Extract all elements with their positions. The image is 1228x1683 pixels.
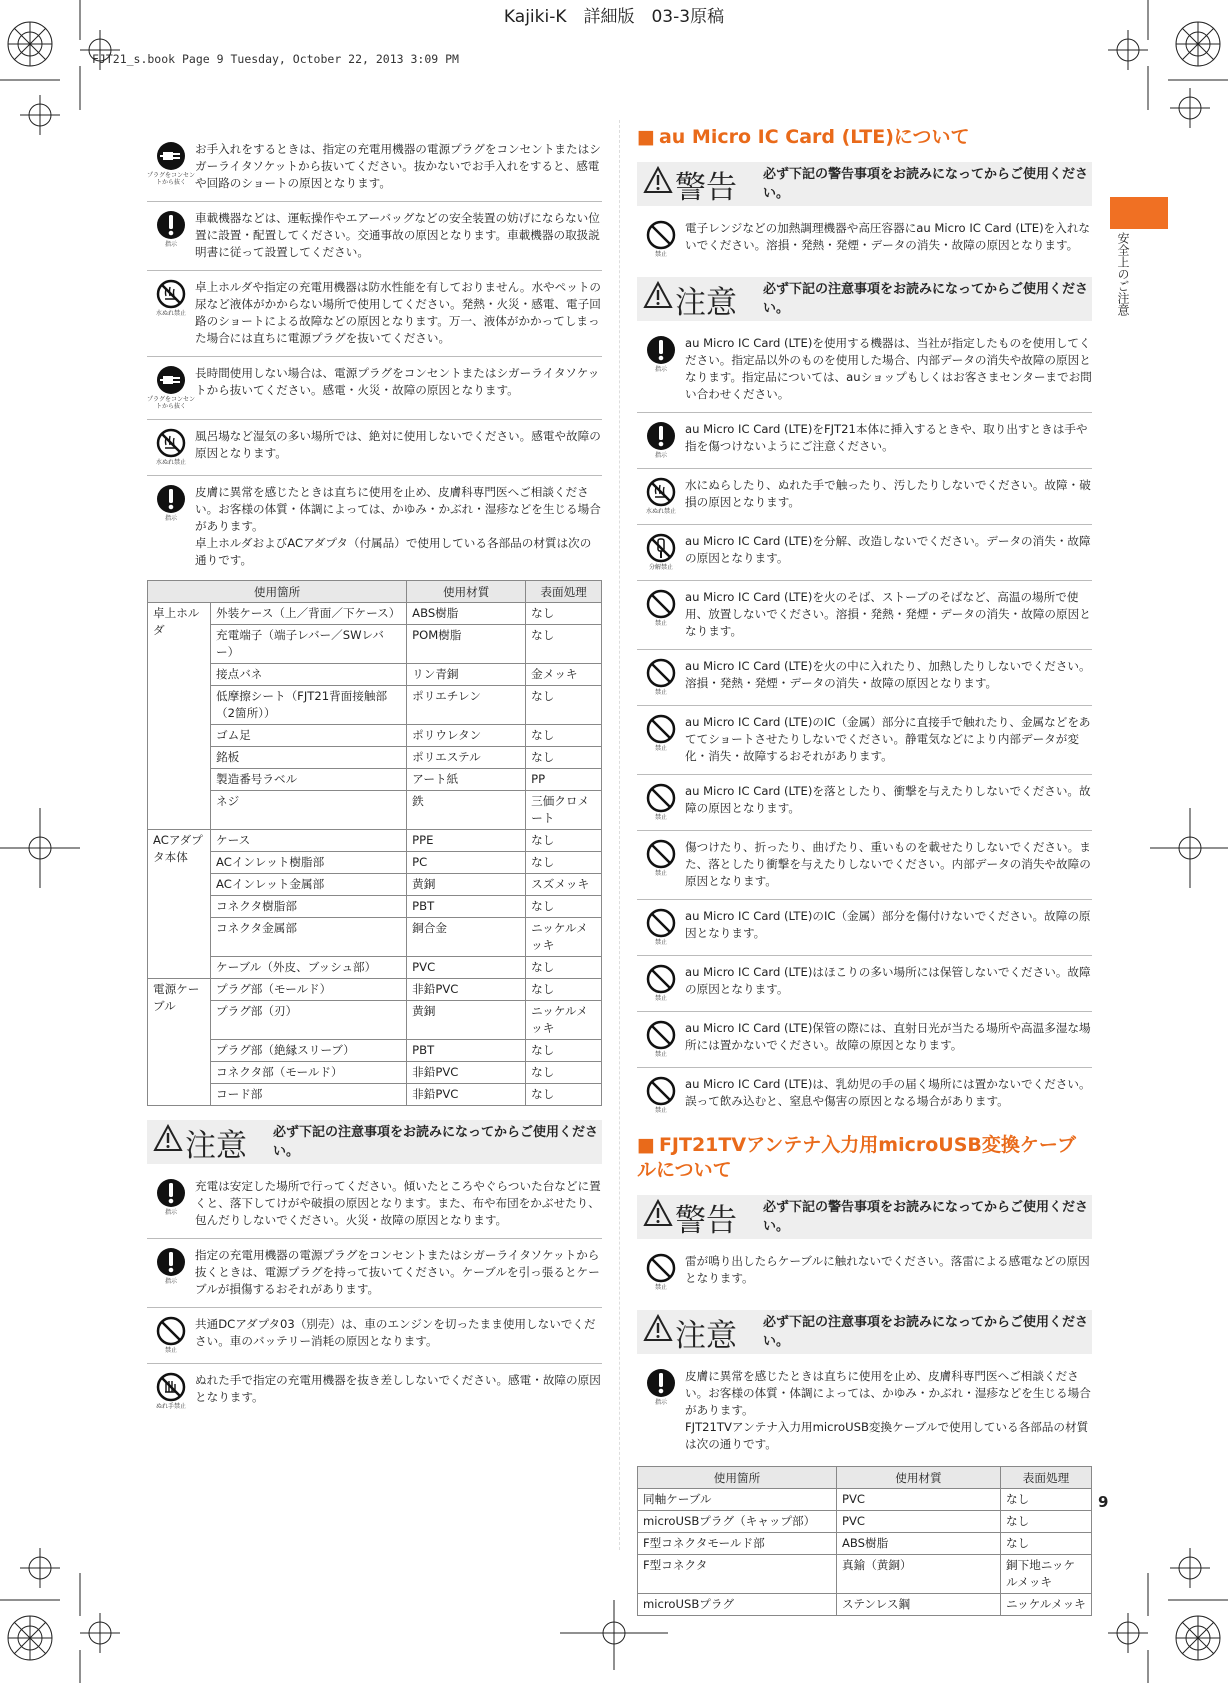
table-cell: リン青銅 [407, 664, 526, 686]
table-cell: microUSBプラグ [638, 1594, 837, 1616]
table-row [148, 896, 602, 918]
item-text: au Micro IC Card (LTE)を火の中に入れたり、加熱したりしないでください。溶損・発熱・発煙・データの消失・故障の原因となります。 [685, 659, 1091, 690]
table-row [148, 791, 602, 830]
instruction-icon [637, 421, 685, 459]
icon-caption: 指示 [164, 241, 177, 248]
caution-label: 注意 [185, 1127, 247, 1164]
table-cell: 鉄 [407, 791, 526, 830]
table-cell: コネクタ金属部 [211, 918, 407, 957]
table-cell: 真鍮（黄銅） [837, 1555, 1001, 1594]
safety-item [147, 420, 602, 476]
safety-item [637, 831, 1092, 900]
unplug-icon [147, 365, 195, 410]
table-cell: 黄銅 [407, 1001, 526, 1040]
icon-caption: 禁止 [654, 939, 667, 946]
safety-item [637, 327, 1092, 413]
warning-label: 警告 [675, 169, 737, 206]
safety-list [147, 133, 602, 578]
item-text: お手入れをするときは、指定の充電用機器の電源プラグをコンセントまたはシガーライタソケットから抜いてください。抜かないでお手入れをすると、感電や回路のショートの原因となります。 [195, 142, 601, 190]
warning-triangle-icon [643, 1199, 675, 1235]
safety-item [147, 1239, 602, 1308]
no-water-icon [637, 477, 685, 515]
table-row [148, 625, 602, 664]
table-cell: ポリエステル [407, 747, 526, 769]
caution-text: 必ず下記の注意事項をお読みになってからご使用ください。 [762, 282, 1088, 316]
icon-caption: 指示 [164, 1209, 177, 1216]
icon-caption: 禁止 [164, 1347, 177, 1354]
instruction-icon [637, 335, 685, 403]
table-row [148, 1062, 602, 1084]
table-cell: ABS樹脂 [837, 1533, 1001, 1555]
table-cell: スズメッキ [526, 874, 602, 896]
column-header: 使用材質 [837, 1467, 1001, 1489]
table-cell: 銘板 [211, 747, 407, 769]
item-text: 指定の充電用機器の電源プラグをコンセントまたはシガーライタソケットから抜くときは、電源プラグを持って抜いてください。ケーブルを引っ張るとケーブルが損傷するおそれがあります。 [195, 1248, 600, 1296]
table-cell: コネクタ部（モールド） [211, 1062, 407, 1084]
table-cell: POM樹脂 [407, 625, 526, 664]
table-row [148, 603, 602, 625]
table-row [638, 1511, 1092, 1533]
column-header: 表面処理 [526, 581, 602, 603]
caution-banner [147, 1120, 602, 1164]
table-cell: PVC [407, 957, 526, 979]
table-cell: ポリエチレン [407, 686, 526, 725]
icon-caption: 禁止 [654, 995, 667, 1002]
safety-item [637, 900, 1092, 956]
icon-caption: 禁止 [654, 1051, 667, 1058]
safety-item [147, 133, 602, 202]
table-cell: なし [526, 957, 602, 979]
left-column [147, 133, 602, 1419]
table-cell: 非鉛PVC [407, 1084, 526, 1106]
table-cell: ケーブル（外皮、ブッシュ部） [211, 957, 407, 979]
item-text: ぬれた手で指定の充電用機器を抜き差ししないでください。感電・故障の原因となります。 [195, 1373, 601, 1404]
prohibited-icon [637, 964, 685, 1002]
item-text: au Micro IC Card (LTE)を落としたり、衝撃を与えたりしないでください。故障の原因となります。 [685, 784, 1091, 815]
group-cell: ACアダプタ本体 [148, 830, 211, 979]
table-row [148, 1084, 602, 1106]
warning-list [637, 212, 1092, 267]
table-cell: ACインレット金属部 [211, 874, 407, 896]
warning-banner [637, 1195, 1092, 1239]
prohibited-icon [637, 714, 685, 765]
table-row [638, 1555, 1092, 1594]
prohibited-icon [637, 589, 685, 640]
table-cell: PBT [407, 1040, 526, 1062]
prohibited-icon [637, 908, 685, 946]
table-row [638, 1533, 1092, 1555]
table-cell: PC [407, 852, 526, 874]
warning-text: 必ず下記の警告事項をお読みになってからご使用ください。 [762, 1200, 1088, 1234]
table-cell: PVC [837, 1489, 1001, 1511]
safety-item [637, 956, 1092, 1012]
table-cell: PP [526, 769, 602, 791]
table-cell: 銅合金 [407, 918, 526, 957]
item-text: 皮膚に異常を感じたときは直ちに使用を止め、皮膚科専門医へご相談ください。お客様の体質・体調によっては、かゆみ・かぶれ・湿疹などを生じる場合があります。 卓上ホルダおよびACアダプタ（付属品）で使用している各部品の材質は次の通りです。 [195, 485, 601, 567]
icon-caption: 禁止 [654, 1107, 667, 1114]
safety-item [637, 775, 1092, 831]
table-row [638, 1489, 1092, 1511]
section-heading: ■ au Micro IC Card (LTE)について [637, 126, 970, 148]
table-row [148, 918, 602, 957]
safety-item [637, 469, 1092, 525]
table-cell: 銅下地ニッケルメッキ [1001, 1555, 1092, 1594]
item-text: au Micro IC Card (LTE)は、乳幼児の手の届く場所には置かないでください。誤って飲み込むと、窒息や傷害の原因となる場合があります。 [685, 1077, 1091, 1108]
table-cell: ステンレス鋼 [837, 1594, 1001, 1616]
caution-label: 注意 [675, 1317, 737, 1354]
icon-caption: 禁止 [654, 689, 667, 696]
item-text: 電子レンジなどの加熱調理機器や高圧容器にau Micro IC Card (LTE)を入れないでください。溶損・発熱・発煙・データの消失・故障の原因となります。 [685, 221, 1091, 252]
instruction-icon [147, 1247, 195, 1298]
unplug-icon [147, 141, 195, 192]
table-cell: なし [1001, 1533, 1092, 1555]
table-cell: 非鉛PVC [407, 979, 526, 1001]
table-row [148, 664, 602, 686]
prohibited-icon [637, 1076, 685, 1114]
icon-caption: 禁止 [654, 870, 667, 877]
table-cell: なし [1001, 1489, 1092, 1511]
table-cell: 黄銅 [407, 874, 526, 896]
table-cell: コネクタ樹脂部 [211, 896, 407, 918]
column-header: 表面処理 [1001, 1467, 1092, 1489]
icon-caption: 禁止 [654, 251, 667, 258]
table-row [148, 725, 602, 747]
table-cell: 非鉛PVC [407, 1062, 526, 1084]
table-cell: プラグ部（絶縁スリーブ） [211, 1040, 407, 1062]
icon-caption: 禁止 [654, 1284, 667, 1291]
warning-label: 警告 [675, 1202, 737, 1239]
table-cell: ニッケルメッキ [526, 918, 602, 957]
table-cell: なし [526, 1084, 602, 1106]
materials-table [147, 580, 602, 1106]
safety-item [147, 357, 602, 420]
safety-item [147, 476, 602, 578]
instruction-icon [637, 1368, 685, 1453]
table-cell: なし [526, 896, 602, 918]
icon-caption: 禁止 [654, 745, 667, 752]
section-tab [1110, 197, 1168, 229]
icon-caption: プラグをコンセントから抜く [147, 396, 196, 410]
no-disassembly-icon [637, 533, 685, 571]
table-cell: なし [526, 686, 602, 725]
icon-caption: 分解禁止 [648, 564, 673, 571]
icon-caption: 水ぬれ禁止 [155, 310, 186, 317]
header-title: Kajiki-K 詳細版 03-3原稿 [503, 7, 725, 27]
section-title: FJT21TVアンテナ入力用microUSB変換ケーブルについて [637, 1134, 1076, 1181]
safety-item [147, 202, 602, 271]
table-row [148, 979, 602, 1001]
table-cell: ABS樹脂 [407, 603, 526, 625]
table-cell: なし [526, 1062, 602, 1084]
warning-banner [637, 162, 1092, 206]
table-cell: 外装ケース（上／背面／下ケース） [211, 603, 407, 625]
prohibited-icon [637, 783, 685, 821]
item-text: 皮膚に異常を感じたときは直ちに使用を止め、皮膚科専門医へご相談ください。お客様の体質・体調によっては、かゆみ・かぶれ・湿疹などを生じる場合があります。 FJT21TVアンテナ入力用microUSB変換ケーブルで使用している各部品の材質は次の通りです。 [685, 1369, 1091, 1451]
table-row [148, 1001, 602, 1040]
safety-item [637, 413, 1092, 469]
item-text: au Micro IC Card (LTE)を火のそば、ストーブのそばなど、高温の場所で使用、放置しないでください。溶損・発熱・発煙・データの消失・故障の原因となります。 [685, 590, 1091, 638]
table-cell: 充電端子（端子レバー／SWレバー） [211, 625, 407, 664]
cable-materials-table [637, 1466, 1092, 1616]
safety-item [637, 581, 1092, 650]
table-cell: プラグ部（刃） [211, 1001, 407, 1040]
table-cell: ネジ [211, 791, 407, 830]
warning-triangle-icon [643, 1314, 675, 1350]
caution-list [637, 1360, 1092, 1462]
caution-label: 注意 [675, 284, 737, 321]
table-cell: 三価クロメート [526, 791, 602, 830]
icon-caption: 指示 [654, 452, 667, 459]
table-cell: なし [526, 625, 602, 664]
group-cell: 卓上ホルダ [148, 603, 211, 830]
safety-item [147, 1170, 602, 1239]
table-cell: コード部 [211, 1084, 407, 1106]
table-cell: microUSBプラグ（キャップ部） [638, 1511, 837, 1533]
item-text: 長時間使用しない場合は、電源プラグをコンセントまたはシガーライタソケットから抜いてください。感電・火災・故障の原因となります。 [195, 366, 600, 397]
column-header: 使用箇所 [638, 1467, 837, 1489]
prohibited-icon [637, 1020, 685, 1058]
center-fold-line [619, 120, 621, 1550]
icon-caption: ぬれ手禁止 [155, 1403, 186, 1410]
table-cell: ニッケルメッキ [526, 1001, 602, 1040]
table-cell: PBT [407, 896, 526, 918]
icon-caption: 水ぬれ禁止 [645, 508, 676, 515]
page-number: 9 [1098, 1493, 1109, 1511]
table-cell: アート紙 [407, 769, 526, 791]
icon-caption: 指示 [654, 1399, 667, 1406]
safety-item [147, 1308, 602, 1364]
table-cell: PVC [837, 1511, 1001, 1533]
warning-list [637, 1245, 1092, 1300]
safety-item [637, 1012, 1092, 1068]
no-wet-hands-icon [147, 1372, 195, 1410]
instruction-icon [147, 1178, 195, 1229]
item-text: 車載機器などは、運転操作やエアーバッグなどの安全装置の妨げにならない位置に設置・配置してください。交通事故の原因となります。車載機器の取扱説明書に従って設置してください。 [195, 211, 600, 259]
table-row [148, 852, 602, 874]
crop-wheel-icon [8, 22, 52, 66]
table-cell: ACインレット樹脂部 [211, 852, 407, 874]
safety-item [637, 1360, 1092, 1462]
table-row [148, 747, 602, 769]
item-text: 共通DCアダプタ03（別売）は、車のエンジンを切ったまま使用しないでください。車のバッテリー消耗の原因となります。 [195, 1317, 596, 1348]
caution-list [637, 327, 1092, 1123]
prohibited-icon [147, 1316, 195, 1354]
warning-triangle-icon [643, 166, 675, 202]
table-row [148, 874, 602, 896]
safety-item [637, 650, 1092, 706]
item-text: 傷つけたり、折ったり、曲げたり、重いものを載せたりしないでください。また、落としたり衝撃を与えたりしないでください。内部データの消失や故障の原因となります。 [685, 840, 1091, 888]
warning-triangle-icon [153, 1124, 185, 1160]
table-cell: ケース [211, 830, 407, 852]
table-cell: なし [526, 725, 602, 747]
column-header: 使用箇所 [148, 581, 407, 603]
caution-text: 必ず下記の注意事項をお読みになってからご使用ください。 [762, 1315, 1088, 1349]
safety-item [637, 525, 1092, 581]
safety-item [637, 212, 1092, 267]
item-text: au Micro IC Card (LTE)はほこりの多い場所には保管しないでください。故障の原因となります。 [685, 965, 1091, 996]
table-cell: ゴム足 [211, 725, 407, 747]
item-text: 卓上ホルダや指定の充電用機器は防水性能を有しておりません。水やペットの尿など液体がかからない場所で使用してください。発熱・火災・感電、電子回路のショートによる故障などの原因となります。万一、液体がかかってしまった場合には直ちに電源プラグを抜いてください。 [195, 280, 602, 345]
warning-triangle-icon [643, 281, 675, 317]
item-text: au Micro IC Card (LTE)のIC（金属）部分に直接手で触れたり、金属などをあててショートさせたりしないでください。静電気などにより内部データが変化・消失・故障するおそれがあります。 [685, 715, 1091, 763]
table-cell: 製造番号ラベル [211, 769, 407, 791]
table-row [148, 957, 602, 979]
instruction-icon [147, 484, 195, 569]
section-heading: ■ FJT21TVアンテナ入力用microUSB変換ケーブルについて [637, 1134, 1076, 1181]
icon-caption: 禁止 [654, 814, 667, 821]
instruction-icon [147, 210, 195, 261]
table-cell: なし [526, 1040, 602, 1062]
column-header: 使用材質 [407, 581, 526, 603]
item-text: 雷が鳴り出したらケーブルに触れないでください。落雷による感電などの原因となります。 [685, 1254, 1090, 1285]
table-cell: なし [526, 747, 602, 769]
item-text: au Micro IC Card (LTE)をFJT21本体に挿入するときや、取り出すときは手や指を傷つけないようにご注意ください。 [685, 422, 1088, 453]
icon-caption: 指示 [164, 515, 177, 522]
table-row [148, 1040, 602, 1062]
icon-caption: 禁止 [654, 620, 667, 627]
no-water-icon [147, 428, 195, 466]
prohibited-icon [637, 220, 685, 258]
item-text: au Micro IC Card (LTE)を分解、改造しないでください。データの消失・故障の原因となります。 [685, 534, 1091, 565]
table-row [148, 686, 602, 725]
table-cell: なし [526, 979, 602, 1001]
icon-caption: 指示 [654, 366, 667, 373]
table-cell: なし [1001, 1511, 1092, 1533]
prohibited-icon [637, 839, 685, 890]
group-cell: 電源ケーブル [148, 979, 211, 1106]
safety-item [147, 1364, 602, 1419]
icon-caption: 指示 [164, 1278, 177, 1285]
item-text: au Micro IC Card (LTE)を使用する機器は、当社が指定したものを使用してください。指定品以外のものを使用した場合、内部データの消失や故障の原因となります。指定品については、auショップもしくはお客さまセンターまでお問い合わせください。 [685, 336, 1092, 401]
item-text: au Micro IC Card (LTE)のIC（金属）部分を傷付けないでください。故障の原因となります。 [685, 909, 1091, 940]
no-water-icon [147, 279, 195, 347]
prohibited-icon [637, 1253, 685, 1291]
side-label: 安全上のご注意 [1116, 232, 1130, 316]
icon-caption: プラグをコンセントから抜く [147, 172, 196, 186]
prohibited-icon [637, 658, 685, 696]
table-row [148, 830, 602, 852]
right-column [637, 125, 1092, 1616]
table-cell: ポリウレタン [407, 725, 526, 747]
table-cell: F型コネクタモールド部 [638, 1533, 837, 1555]
caution-banner [637, 277, 1092, 321]
safety-item [147, 271, 602, 357]
caution-banner [637, 1310, 1092, 1354]
table-cell: プラグ部（モールド） [211, 979, 407, 1001]
caution-text: 必ず下記の注意事項をお読みになってからご使用ください。 [272, 1125, 598, 1159]
table-cell: なし [526, 603, 602, 625]
table-cell: なし [526, 852, 602, 874]
book-info-line: FJT21_s.book Page 9 Tuesday, October 22, 2013 3:09 PM [92, 52, 459, 66]
table-cell: 同軸ケーブル [638, 1489, 837, 1511]
item-text: 風呂場など湿気の多い場所では、絶対に使用しないでください。感電や故障の原因となります。 [195, 429, 601, 460]
table-cell: 金メッキ [526, 664, 602, 686]
safety-item [637, 1068, 1092, 1123]
safety-item [637, 706, 1092, 775]
table-cell: F型コネクタ [638, 1555, 837, 1594]
item-text: au Micro IC Card (LTE)保管の際には、直射日光が当たる場所や高温多湿な場所には置かないでください。故障の原因となります。 [685, 1021, 1091, 1052]
item-text: 充電は安定した場所で行ってください。傾いたところやぐらついた台などに置くと、落下してけがや破損の原因となります。また、布や布団をかぶせたり、包んだりしないでください。火災・故障の原因となります。 [195, 1179, 601, 1227]
table-header-row [638, 1467, 1092, 1489]
table-cell: なし [526, 830, 602, 852]
table-cell: ニッケルメッキ [1001, 1594, 1092, 1616]
table-cell: 接点バネ [211, 664, 407, 686]
safety-item [637, 1245, 1092, 1300]
caution-list [147, 1170, 602, 1419]
icon-caption: 水ぬれ禁止 [155, 459, 186, 466]
warning-text: 必ず下記の警告事項をお読みになってからご使用ください。 [762, 167, 1088, 201]
table-row [638, 1594, 1092, 1616]
item-text: 水にぬらしたり、ぬれた手で触ったり、汚したりしないでください。故障・破損の原因となります。 [685, 478, 1091, 509]
section-title: au Micro IC Card (LTE)について [658, 126, 970, 148]
table-header-row [148, 581, 602, 603]
table-row [148, 769, 602, 791]
table-cell: 低摩擦シート（FJT21背面接触部（2箇所）） [211, 686, 407, 725]
table-cell: PPE [407, 830, 526, 852]
